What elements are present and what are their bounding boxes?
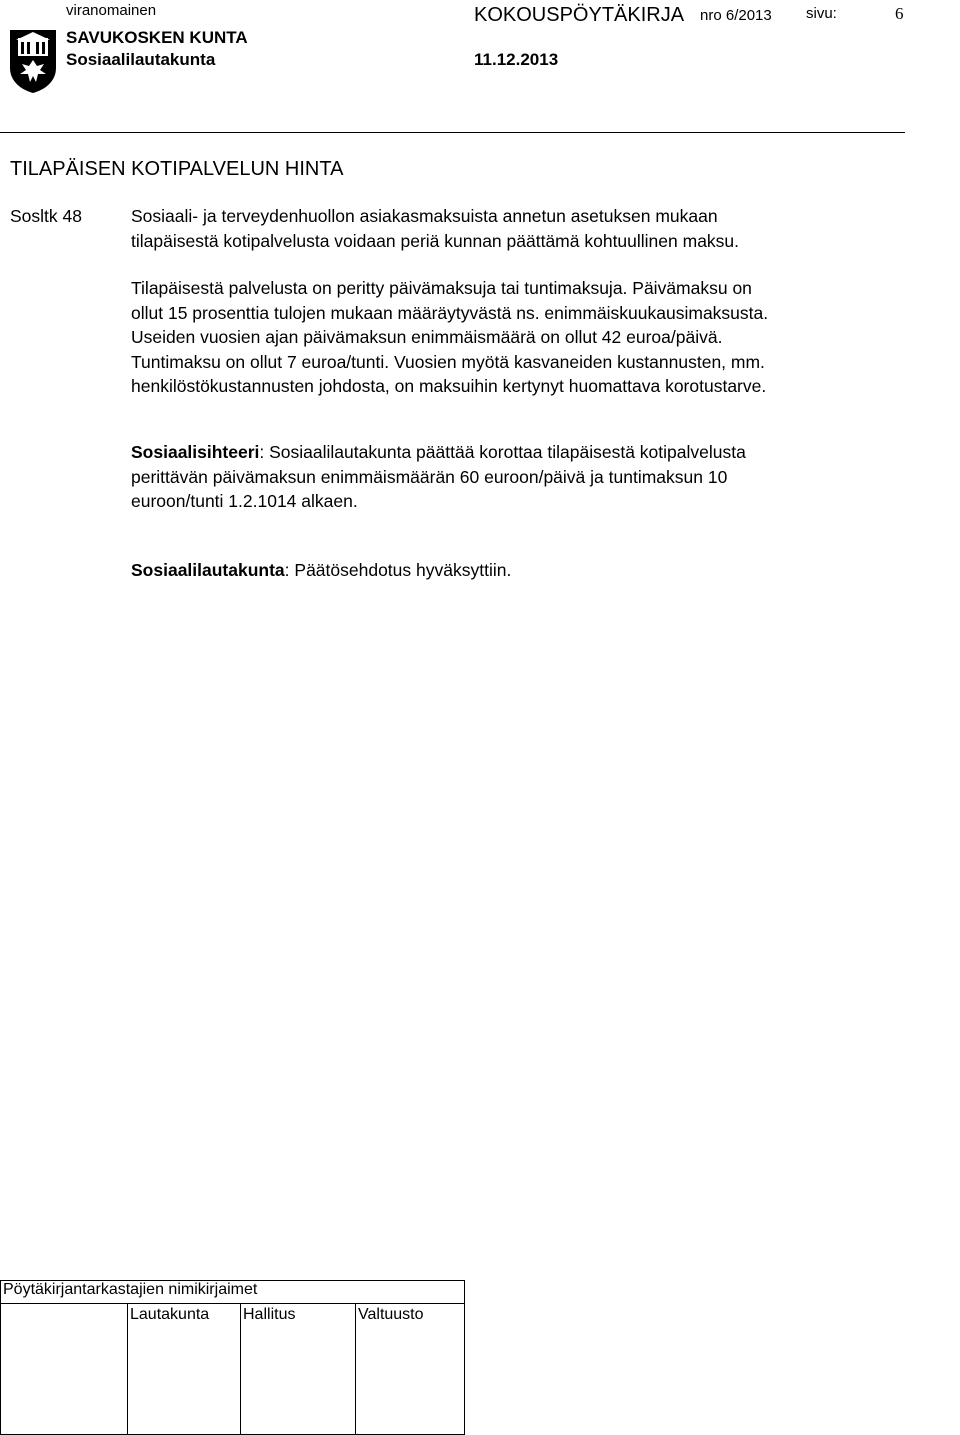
signature-cell-valtuusto: Valtuusto — [356, 1304, 465, 1435]
page-number: 6 — [895, 4, 904, 23]
decision — [131, 558, 511, 583]
section-title: TILAPÄISEN KOTIPALVELUN HINTA — [10, 158, 344, 180]
signature-cell-empty — [1, 1304, 128, 1435]
header-divider — [0, 132, 905, 133]
paragraph-2-line: henkilöstökustannusten johdosta, on maksuihin kertynyt huomattava korotustarve. — [131, 376, 767, 396]
paragraph-2-line: Tilapäisestä palvelusta on peritty päivämaksuja tai tuntimaksuja. Päivämaksu on — [131, 278, 752, 298]
paragraph-2 — [131, 276, 768, 399]
paragraph-1-line: Sosiaali- ja terveydenhuollon asiakasmaksuista annetun asetuksen mukaan — [131, 206, 718, 226]
municipality-name: SAVUKOSKEN KUNTA — [66, 28, 248, 47]
paragraph-2-line: ollut 15 prosenttia tulojen mukaan määräytyvästä ns. enimmäiskuukausimaksusta. — [131, 302, 769, 323]
signature-cell-hallitus: Hallitus — [241, 1304, 356, 1435]
proposal-label: Sosiaalisihteeri — [131, 442, 260, 462]
signature-cell-lautakunta: Lautakunta — [128, 1304, 241, 1435]
proposal-text: : Sosiaalilautakunta päättää korottaa tilapäisestä kotipalvelusta — [259, 442, 746, 462]
paragraph-1-line: tilapäisestä kotipalvelusta voidaan periä kunnan päättämä kohtuullinen maksu. — [131, 230, 740, 251]
document-status: viranomainen — [66, 2, 157, 19]
paragraph-2-line: Useiden vuosien ajan päivämaksun enimmäismäärä on ollut 42 euroa/päivä. — [131, 327, 723, 347]
page-label: sivu: — [806, 5, 837, 22]
proposal-line: perittävän päivämaksun enimmäismäärän 60 euroon/päivä ja tuntimaksun 10 — [131, 466, 728, 487]
document-type: KOKOUSPÖYTÄKIRJA — [474, 4, 685, 26]
paragraph-2-line: Tuntimaksu on ollut 7 euroa/tunti. Vuosien myötä kasvaneiden kustannusten, mm. — [131, 351, 765, 372]
decision-label: Sosiaalilautakunta — [131, 560, 285, 580]
signature-heading: Pöytäkirjantarkastajien nimikirjaimet — [1, 1281, 465, 1304]
board-name: Sosiaalilautakunta — [66, 50, 216, 69]
section-reference: Sosltk 48 — [10, 206, 82, 226]
proposal — [131, 440, 746, 514]
proposal-line: euroon/tunti 1.2.1014 alkaen. — [131, 491, 358, 511]
paragraph-1 — [131, 204, 739, 253]
proposal-line — [131, 440, 746, 465]
meeting-date: 11.12.2013 — [474, 50, 559, 69]
document-number: nro 6/2013 — [700, 7, 772, 24]
decision-text: : Päätösehdotus hyväksyttiin. — [284, 560, 512, 580]
municipal-coat-of-arms-icon — [8, 28, 58, 94]
signature-table — [0, 1280, 465, 1435]
